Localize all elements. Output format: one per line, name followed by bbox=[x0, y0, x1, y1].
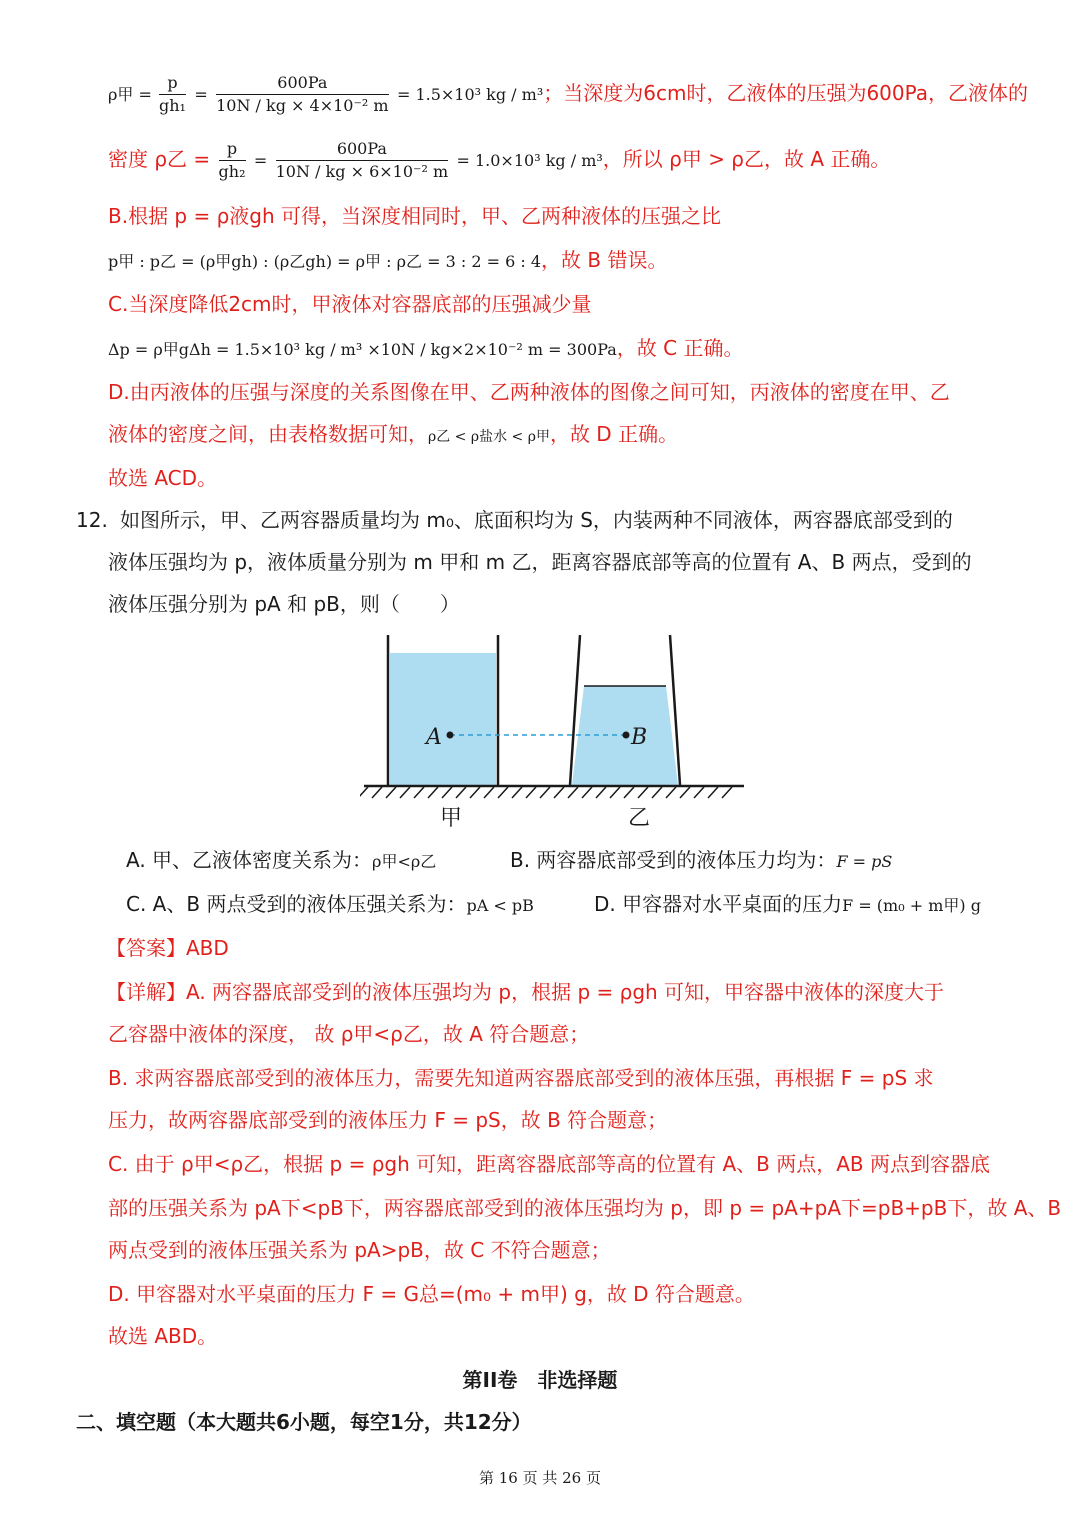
explanation-line-4: 压力，故两容器底部受到的液体压力 F = pS，故 B 符合题意； bbox=[108, 1108, 668, 1132]
option-d-math: F = (m₀ + m甲) g bbox=[842, 896, 981, 915]
pressure-change-formula: Δp = ρ甲gΔh = 1.5×10³ kg / m³ ×10N / kg×2×10⁻² m = 300Pa bbox=[108, 340, 617, 359]
solution-text: ，故 B 错误。 bbox=[541, 248, 668, 272]
fraction-numerator: p bbox=[159, 72, 186, 95]
fraction-numerator: 600Pa bbox=[276, 138, 449, 161]
point-b bbox=[623, 732, 630, 739]
option-c-math: pA < pB bbox=[466, 896, 534, 915]
explanation-line-7: 两点受到的液体压强关系为 pA>pB，故 C 不符合题意； bbox=[108, 1238, 611, 1262]
container-figure bbox=[360, 630, 760, 840]
fraction-600-over-6 bbox=[276, 138, 449, 183]
hatch-line bbox=[568, 787, 578, 798]
option-a bbox=[126, 846, 436, 876]
question-line-2: 液体压强均为 p，液体质量分别为 m 甲和 m 乙，距离容器底部等高的位置有 A、B 两点，受到的 bbox=[108, 550, 972, 574]
hatch-line bbox=[470, 787, 480, 798]
fill-in-heading: 二、填空题（本大题共6小题，每空1分，共12分） bbox=[76, 1410, 532, 1434]
hatch-line bbox=[428, 787, 438, 798]
hatch-line bbox=[680, 787, 690, 798]
solution-text: ，所以 ρ甲 > ρ乙，故 A 正确。 bbox=[602, 147, 891, 171]
hatch-line bbox=[540, 787, 550, 798]
option-c-text: C. A、B 两点受到的液体压强关系为： bbox=[126, 892, 467, 916]
explanation-line-1: 【详解】A. 两容器底部受到的液体压强均为 p，根据 p = ρgh 可知，甲容器中液体的深度大于 bbox=[106, 980, 945, 1004]
explanation-line-6: 部的压强关系为 pA下<pB下，两容器底部受到的液体压强均为 p，即 p = pA+pA下=pB+pB下，故 A、B bbox=[108, 1196, 1062, 1220]
fraction-numerator: 600Pa bbox=[216, 72, 389, 95]
fraction-denominator: 10N / kg × 6×10⁻² m bbox=[275, 162, 449, 181]
solution-line-3: B.根据 p = ρ液gh 可得，当深度相同时，甲、乙两种液体的压强之比 bbox=[108, 204, 722, 228]
explanation-line-9: 故选 ABD。 bbox=[108, 1324, 218, 1348]
fraction-p-gh2 bbox=[219, 138, 246, 183]
hatch-line bbox=[694, 787, 704, 798]
hatch-line bbox=[666, 787, 676, 798]
solution-line-5: C.当深度降低2cm时，甲液体对容器底部的压强减少量 bbox=[108, 292, 592, 316]
hatch-line bbox=[442, 787, 452, 798]
question-number: 12. bbox=[76, 508, 108, 532]
caption-yi: 乙 bbox=[628, 806, 651, 831]
caption-jia: 甲 bbox=[440, 806, 463, 831]
solution-line-9: 故选 ACD。 bbox=[108, 466, 218, 490]
explanation-line-3: B. 求两容器底部受到的液体压力，需要先知道两容器底部受到的液体压强，再根据 F = pS 求 bbox=[108, 1066, 934, 1090]
rho-jia-eq: ρ甲 = bbox=[108, 85, 157, 104]
hatch-line bbox=[596, 787, 606, 798]
hatch-line bbox=[638, 787, 648, 798]
section-title: 第II卷 非选择题 bbox=[462, 1368, 618, 1392]
question-line-1: 如图所示，甲、乙两容器质量均为 m₀、底面积均为 S，内装两种不同液体，两容器底部受到的 bbox=[120, 508, 953, 532]
hatch-line bbox=[456, 787, 466, 798]
solution-line-6 bbox=[108, 334, 743, 364]
hatch-line bbox=[652, 787, 662, 798]
option-a-text: A. 甲、乙液体密度关系为： bbox=[126, 848, 373, 872]
solution-line-1 bbox=[108, 72, 1028, 116]
label-b: B bbox=[631, 725, 648, 750]
fraction-denominator: gh₁ bbox=[159, 96, 186, 115]
solution-line-7: D.由丙液体的压强与深度的关系图像在甲、乙两种液体的图像之间可知，丙液体的密度在甲、乙 bbox=[108, 380, 950, 404]
density-result-yi: = 1.0×10³ kg / m³ bbox=[456, 151, 603, 170]
pressure-ratio-formula: p甲 : p乙 = (ρ甲gh) : (ρ乙gh) = ρ甲 : ρ乙 = 3 : 2 = 6 : 4 bbox=[108, 252, 542, 271]
hatch-line bbox=[386, 787, 396, 798]
option-b bbox=[510, 846, 892, 876]
page-footer: 第 16 页 共 26 页 bbox=[478, 1469, 601, 1487]
hatch-line bbox=[484, 787, 494, 798]
equals-sign: = bbox=[194, 85, 208, 104]
hatch-line bbox=[498, 787, 508, 798]
density-result-jia: = 1.5×10³ kg / m³ bbox=[396, 85, 544, 104]
option-d-text: D. 甲容器对水平桌面的压力 bbox=[594, 892, 843, 916]
question-line-3: 液体压强分别为 pA 和 pB，则（ ） bbox=[108, 592, 460, 616]
hatch-line bbox=[360, 787, 368, 798]
fraction-p-gh1 bbox=[159, 72, 186, 117]
option-d bbox=[594, 890, 981, 920]
point-a bbox=[447, 732, 454, 739]
hatch-line bbox=[554, 787, 564, 798]
solution-text: 密度 ρ乙 = bbox=[108, 147, 217, 171]
hatch-line bbox=[610, 787, 620, 798]
option-b-text: B. 两容器底部受到的液体压力均为： bbox=[510, 848, 837, 872]
fraction-numerator: p bbox=[219, 138, 246, 161]
explanation-line-2: 乙容器中液体的深度， 故 ρ甲<ρ乙，故 A 符合题意； bbox=[108, 1022, 590, 1046]
hatch-line bbox=[624, 787, 634, 798]
equals-sign: = bbox=[253, 151, 268, 170]
hatch-line bbox=[400, 787, 410, 798]
solution-line-2 bbox=[108, 138, 890, 182]
option-a-math: ρ甲<ρ乙 bbox=[372, 852, 437, 871]
hatch-line bbox=[372, 787, 382, 798]
option-b-math: F = pS bbox=[836, 852, 893, 871]
solution-text: ，故 D 正确。 bbox=[549, 422, 679, 446]
hatch-line bbox=[526, 787, 536, 798]
table-hatching bbox=[360, 787, 732, 798]
explanation-line-5: C. 由于 ρ甲<ρ乙，根据 p = ρgh 可知，距离容器底部等高的位置有 A、B 两点，AB 两点到容器底 bbox=[108, 1152, 991, 1176]
fraction-600-over-4 bbox=[216, 72, 389, 117]
hatch-line bbox=[708, 787, 718, 798]
solution-line-4 bbox=[108, 246, 667, 276]
fraction-denominator: gh₂ bbox=[218, 162, 246, 181]
option-c bbox=[126, 890, 534, 920]
label-a: A bbox=[426, 725, 442, 750]
fraction-denominator: 10N / kg × 4×10⁻² m bbox=[216, 96, 389, 115]
solution-text: 液体的密度之间，由表格数据可知， bbox=[108, 422, 428, 446]
liquid-jia bbox=[390, 653, 496, 785]
hatch-line bbox=[512, 787, 522, 798]
hatch-line bbox=[414, 787, 424, 798]
answer-label: 【答案】ABD bbox=[106, 936, 229, 960]
explanation-line-8: D. 甲容器对水平桌面的压力 F = G总=(m₀ + m甲) g，故 D 符合题意。 bbox=[108, 1282, 755, 1306]
solution-text: ，故 C 正确。 bbox=[616, 336, 744, 360]
density-inequality: ρ乙 < ρ盐水 < ρ甲 bbox=[428, 429, 550, 445]
hatch-line bbox=[582, 787, 592, 798]
solution-line-8 bbox=[108, 420, 678, 451]
solution-text: ；当深度为6cm时，乙液体的压强为600Pa，乙液体的 bbox=[543, 81, 1029, 105]
hatch-line bbox=[722, 787, 732, 798]
